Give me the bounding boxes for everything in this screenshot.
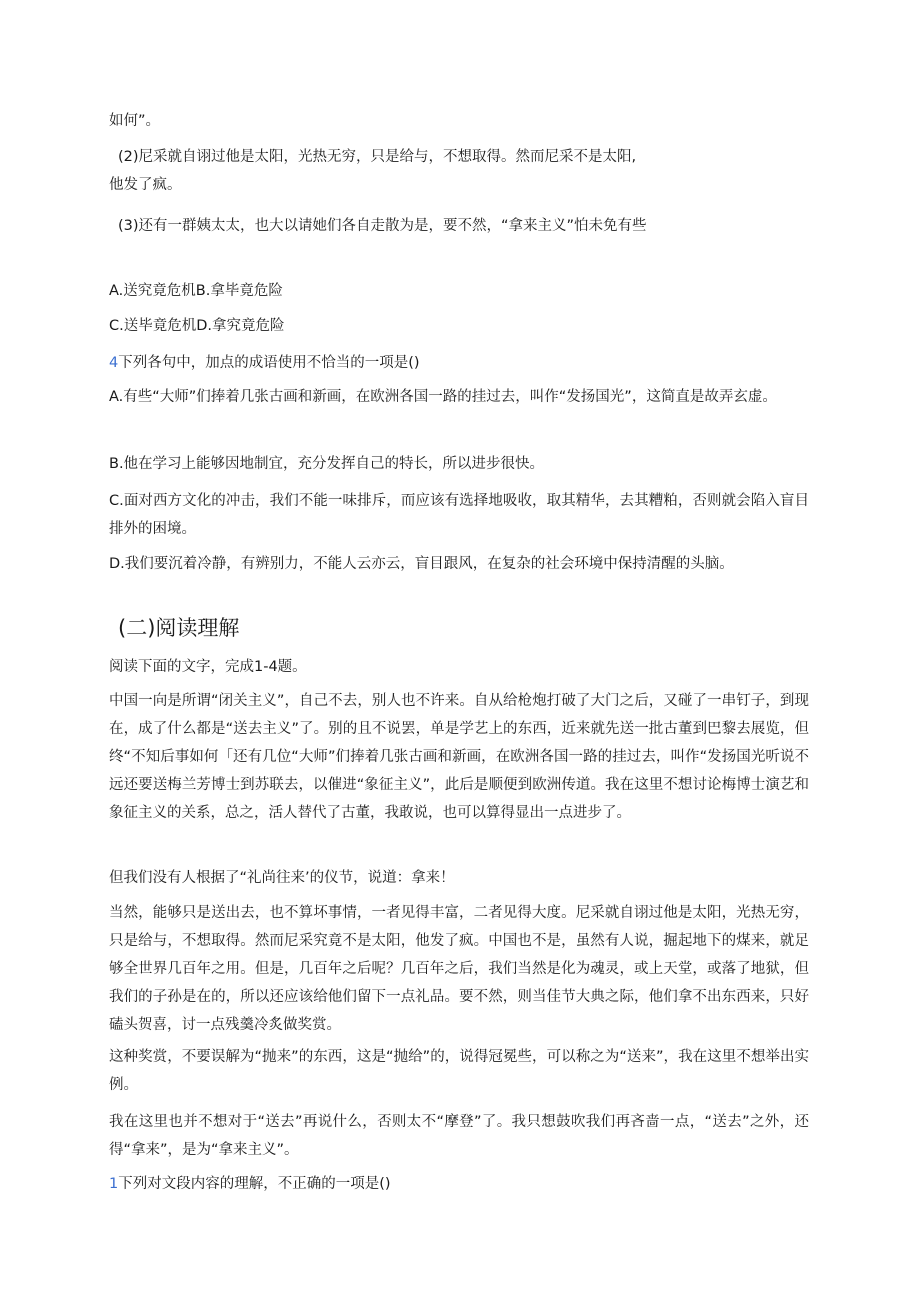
question-1-stem [109, 1174, 391, 1194]
option-cd: C.送毕竟危机D.拿究竟危险 [109, 318, 285, 334]
passage-paragraph-1: 中国一向是所谓“闭关主义”，自己不去，别人也不许来。自从给枪炮打破了大门之后，又碰了一串钉子，到现在，成了什么都是“送去主义”了。别的且不说罢，单是学艺上的东西，近来就先送一批古董到巴黎去展览，但终“不知后事如何「还有几位“大师”们捧着几张古画和新画，在欧洲各国一路的挂过去，叫作“发扬国光听说不远还要送梅兰芳博士到苏联去，以催进“象征主义”，此后是顺便到欧洲传道。我在这里不想讨论梅博士演艺和象征主义的关系，总之，活人替代了古董，我敢说，也可以算得显出一点进步了。 [109, 693, 809, 821]
passage-paragraph-5: 我在这里也并不想对于“送去”再说什么，否则太不“摩登”了。我只想鼓吹我们再吝啬一点，“送去”之外，还得“拿来”，是为“拿来主义”。 [109, 1114, 809, 1158]
continued-text: 如何”。 [109, 113, 161, 129]
item-3: (3)还有一群姨太太，也大以请她们各自走散为是，要不然，“拿来主义”怕未免有些 [118, 218, 647, 234]
passage-paragraph-4: 这种奖赏，不要误解为“抛来”的东西，这是“抛给”的，说得冠冕些，可以称之为“送来”，我在这里不想举出实例。 [109, 1049, 809, 1093]
question-4-option-d: D.我们要沉着冷静，有辨别力，不能人云亦云，盲目跟风，在复杂的社会环境中保持清醒的头脑。 [109, 556, 734, 572]
question-4-stem [109, 353, 420, 373]
section-instruction: 阅读下面的文字，完成1-4题。 [109, 659, 307, 675]
question-4-text: 下列各句中，加点的成语使用不恰当的一项是() [118, 355, 420, 371]
question-4-option-c: C.面对西方文化的冲击，我们不能一味排斥，而应该有选择地吸收，取其精华，去其糟粕，否则就会陷入盲目排外的困境。 [109, 493, 809, 537]
item-2-line-1: (2)尼采就自诩过他是太阳，光热无穷，只是给与，不想取得。然而尼采不是太阳, [118, 149, 637, 165]
section-heading: (二)阅读理解 [118, 616, 240, 640]
question-4-number: 4 [109, 355, 119, 371]
item-2-line-2: 他发了疯。 [109, 177, 182, 193]
passage-paragraph-2: 但我们没有人根据了“礼尚往来’的仪节，说道：拿来！ [109, 870, 455, 886]
question-4-option-a: A.有些“大师”们捧着几张古画和新画，在欧洲各国一路的挂过去，叫作“发扬国光”，这简直是故弄玄虚。 [109, 389, 777, 405]
question-1-number: 1 [109, 1176, 119, 1192]
question-1-text: 下列对文段内容的理解，不正确的一项是() [118, 1176, 391, 1192]
passage-paragraph-3: 当然，能够只是送出去，也不算坏事情，一者见得丰富，二者见得大度。尼采就自诩过他是太阳，光热无穷，只是给与，不想取得。然而尼采究竟不是太阳，他发了疯。中国也不是，虽然有人说，掘起地下的煤来，就足够全世界几百年之用。但是，几百年之后呢？几百年之后，我们当然是化为魂灵，或上天堂，或落了地狱，但我们的子孙是在的，所以还应该给他们留下一点礼品。要不然，则当佳节大典之际，他们拿不出东西来，只好磕头贺喜，讨一点残羹冷炙做奖赏。 [109, 905, 809, 1033]
option-ab: A.送究竟危机B.拿毕竟危险 [109, 283, 283, 299]
question-4-option-b: B.他在学习上能够因地制宜，充分发挥自己的特长，所以进步很快。 [109, 456, 545, 472]
